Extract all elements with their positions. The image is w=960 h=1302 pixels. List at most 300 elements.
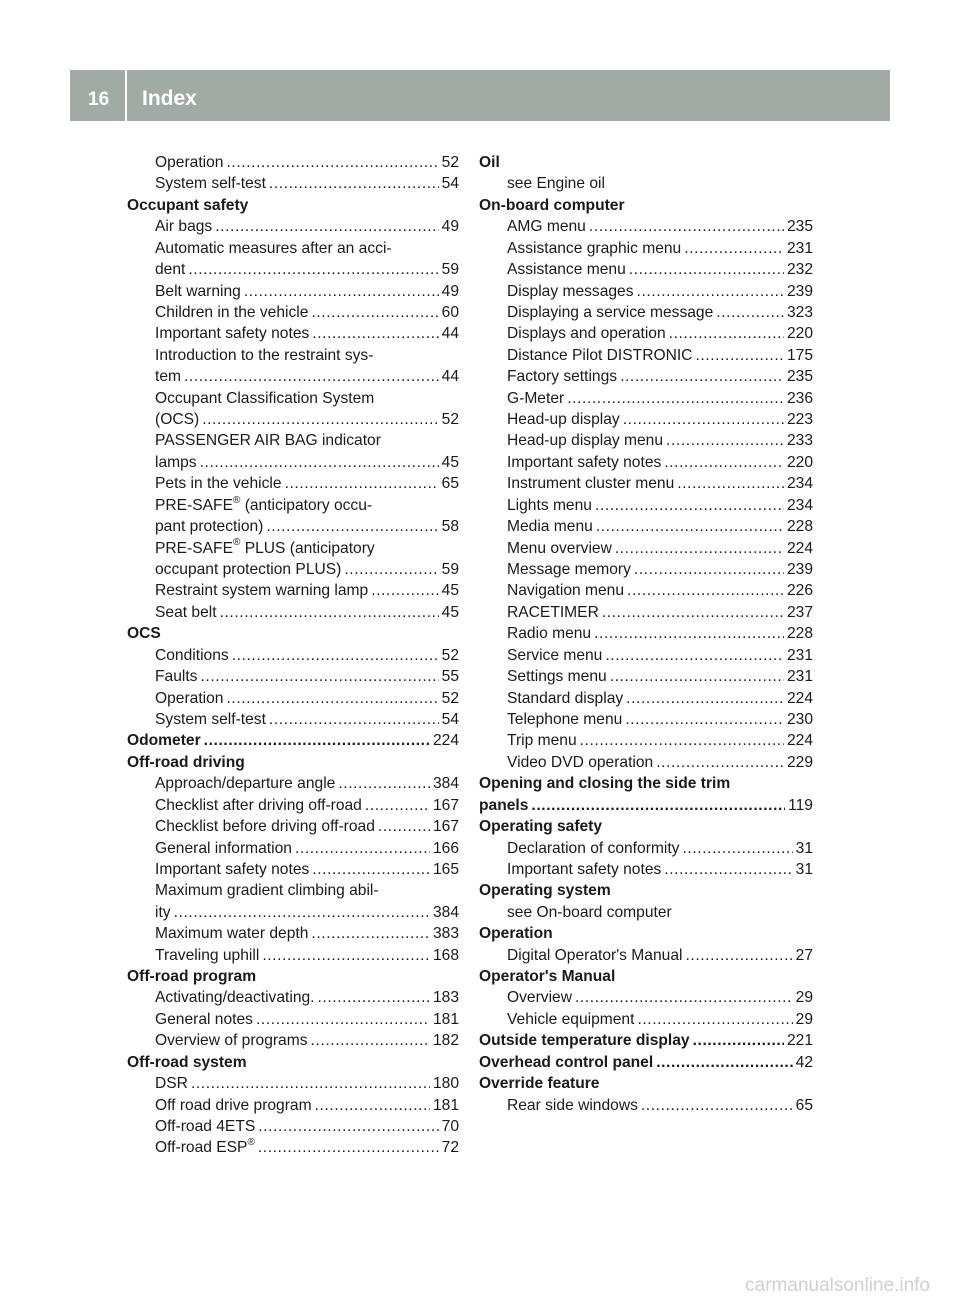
dot-leader — [244, 281, 439, 302]
entry-label-text: Outside temperature display — [479, 1032, 690, 1050]
page-ref: 183 — [432, 989, 459, 1007]
index-entry — [473, 1009, 813, 1030]
entry-label — [507, 473, 674, 494]
page-ref: 44 — [441, 368, 459, 386]
index-text-line — [473, 902, 813, 923]
index-entry — [121, 323, 459, 344]
dot-leader — [627, 580, 784, 601]
entry-label — [507, 238, 681, 259]
page-ref: 182 — [432, 1032, 459, 1050]
index-entry — [473, 409, 813, 430]
index-heading: On-board computer — [479, 196, 625, 214]
index-entry — [473, 302, 813, 323]
index-entry — [121, 945, 459, 966]
dot-leader — [215, 216, 438, 237]
index-entry — [473, 859, 813, 880]
entry-label — [155, 773, 335, 794]
index-entry — [121, 216, 459, 237]
page-ref: 239 — [786, 561, 813, 579]
index-entry — [121, 259, 459, 280]
index-text-line — [473, 173, 813, 194]
dot-leader — [623, 409, 784, 430]
index-text-cont: PLUS (anticipatory — [240, 539, 375, 557]
page-ref: 45 — [441, 603, 459, 621]
dot-leader — [595, 495, 784, 516]
dot-leader — [312, 859, 430, 880]
index-entry — [121, 730, 459, 751]
entry-label — [507, 580, 624, 601]
page-ref: 383 — [432, 925, 459, 943]
dot-leader — [531, 795, 785, 816]
page-ref: 167 — [432, 818, 459, 836]
entry-label-text: General information — [155, 839, 292, 857]
index-entry — [473, 945, 813, 966]
page-ref: 45 — [441, 453, 459, 471]
entry-label — [507, 216, 586, 237]
index-entry — [473, 730, 813, 751]
dot-leader — [202, 409, 438, 430]
dot-leader — [269, 173, 439, 194]
index-entry — [473, 666, 813, 687]
entry-label — [155, 709, 266, 730]
page-ref: 228 — [786, 518, 813, 536]
dot-leader — [629, 259, 784, 280]
page-ref: 167 — [432, 796, 459, 814]
page-ref: 52 — [441, 411, 459, 429]
entry-label-text: Service menu — [507, 646, 603, 664]
page-ref: 231 — [786, 239, 813, 257]
entry-label-text: Navigation menu — [507, 582, 625, 600]
entry-label — [155, 602, 217, 623]
index-entry — [473, 430, 813, 451]
index-entry — [473, 602, 813, 623]
dot-leader — [204, 730, 430, 751]
page-ref: 224 — [786, 689, 813, 707]
page-ref: 175 — [786, 346, 813, 364]
page-ref: 221 — [786, 1032, 813, 1050]
entry-label-text: Off road drive program — [155, 1096, 312, 1114]
index-entry — [473, 580, 813, 601]
dot-leader — [602, 602, 784, 623]
index-text-cont: (anticipatory occu- — [240, 496, 373, 514]
index-heading: Opening and closing the side trim — [479, 775, 731, 793]
entry-label — [507, 645, 602, 666]
entry-label — [155, 152, 223, 173]
dot-leader — [371, 580, 438, 601]
index-entry — [473, 452, 813, 473]
page-ref: 234 — [786, 496, 813, 514]
index-entry — [121, 709, 459, 730]
index-entry — [121, 559, 459, 580]
page-ref: 65 — [441, 475, 459, 493]
index-entry — [121, 1030, 459, 1051]
entry-label — [507, 987, 572, 1008]
dot-leader — [311, 302, 438, 323]
page-ref: 168 — [432, 946, 459, 964]
page-ref: 165 — [432, 860, 459, 878]
entry-label — [155, 1073, 188, 1094]
page-ref: 72 — [441, 1139, 459, 1157]
dot-leader — [610, 666, 784, 687]
dot-leader — [318, 987, 430, 1008]
entry-label — [155, 1009, 253, 1030]
page-ref: 42 — [795, 1053, 813, 1071]
entry-label-text: Head-up display menu — [507, 432, 664, 450]
entry-label-text: Air bags — [155, 218, 213, 236]
page-ref: 231 — [786, 668, 813, 686]
page-ref: 232 — [786, 261, 813, 279]
entry-label — [507, 516, 593, 537]
page-ref: 384 — [432, 903, 459, 921]
index-text: Automatic measures after an acci- — [155, 239, 392, 257]
entry-label-text: Displaying a service message — [507, 303, 714, 321]
page-ref: 54 — [441, 710, 459, 728]
index-entry — [121, 902, 459, 923]
dot-leader — [315, 1095, 430, 1116]
dot-leader — [716, 302, 784, 323]
dot-leader — [266, 516, 438, 537]
index-entry — [121, 987, 459, 1008]
page-ref: 237 — [786, 603, 813, 621]
dot-leader — [664, 452, 784, 473]
entry-label — [507, 859, 661, 880]
index-entry — [473, 1095, 813, 1116]
entry-label — [155, 987, 315, 1008]
entry-label-text: DSR — [155, 1075, 188, 1093]
entry-label — [155, 816, 375, 837]
index-text-line — [121, 880, 459, 901]
entry-label-text: tem — [155, 368, 181, 386]
entry-label — [507, 602, 599, 623]
dot-leader — [258, 1137, 439, 1158]
dot-leader — [220, 602, 439, 623]
index-text-line — [121, 238, 459, 259]
dot-leader — [311, 1030, 430, 1051]
dot-leader — [232, 645, 439, 666]
entry-label-text: Distance Pilot DISTRONIC — [507, 346, 693, 364]
entry-label — [155, 838, 292, 859]
index-entry — [121, 281, 459, 302]
index-entry — [121, 795, 459, 816]
page-ref: 220 — [786, 453, 813, 471]
entry-label — [507, 730, 577, 751]
dot-leader — [269, 709, 439, 730]
header-divider — [125, 70, 127, 121]
index-heading: Operator's Manual — [479, 968, 616, 986]
dot-leader — [295, 838, 430, 859]
index-text: PASSENGER AIR BAG indicator — [155, 432, 381, 450]
page-ref: 220 — [786, 325, 813, 343]
dot-leader — [666, 430, 784, 451]
entry-label-text: Trip menu — [507, 732, 577, 750]
page-ref: 49 — [441, 218, 459, 236]
page-ref: 223 — [786, 411, 813, 429]
entry-label-text: Pets in the vehicle — [155, 475, 282, 493]
page-ref: 52 — [441, 646, 459, 664]
dot-leader — [191, 1073, 430, 1094]
index-text: Occupant Classification System — [155, 389, 375, 407]
page-ref: 52 — [441, 154, 459, 171]
entry-label-text: (OCS) — [155, 411, 200, 429]
index-entry — [473, 623, 813, 644]
dot-leader — [637, 1009, 792, 1030]
index-heading: Occupant safety — [127, 196, 249, 214]
entry-label — [127, 730, 201, 751]
watermark: carmanualsonline.info — [745, 1275, 930, 1296]
dot-leader — [226, 152, 438, 173]
index-entry — [121, 452, 459, 473]
entry-label — [507, 366, 617, 387]
dot-leader — [312, 323, 438, 344]
dot-leader — [285, 473, 439, 494]
index-entry — [121, 409, 459, 430]
entry-label — [155, 259, 185, 280]
entry-label-text: Video DVD operation — [507, 753, 654, 771]
page-ref: 236 — [786, 389, 813, 407]
page-ref: 181 — [432, 1010, 459, 1028]
page-ref: 29 — [795, 989, 813, 1007]
dot-leader — [664, 859, 792, 880]
entry-label-text: Digital Operator's Manual — [507, 946, 683, 964]
entry-label — [479, 1030, 690, 1051]
registered-mark: ® — [232, 537, 241, 549]
index-heading: Operation — [479, 925, 553, 943]
dot-leader — [344, 559, 438, 580]
index-entry — [121, 580, 459, 601]
dot-leader — [258, 1116, 438, 1137]
entry-label-text: Telephone menu — [507, 710, 623, 728]
index-text: PRE-SAFE — [155, 539, 233, 557]
entry-label — [155, 281, 241, 302]
index-entry — [121, 152, 459, 173]
page-ref: 384 — [432, 775, 459, 793]
index-entry — [473, 281, 813, 302]
dot-leader — [580, 730, 784, 751]
page-ref: 49 — [441, 282, 459, 300]
entry-label-text: Off-road 4ETS — [155, 1117, 256, 1135]
entry-label — [155, 666, 197, 687]
entry-label-text: Children in the vehicle — [155, 303, 309, 321]
index-heading: Operating system — [479, 882, 611, 900]
dot-leader — [656, 1052, 792, 1073]
dot-leader — [188, 259, 438, 280]
entry-label — [507, 281, 634, 302]
entry-label — [507, 559, 631, 580]
entry-label-text: Overview of programs — [155, 1032, 308, 1050]
entry-label-text: Vehicle equipment — [507, 1010, 635, 1028]
index-entry — [121, 816, 459, 837]
dot-leader — [589, 216, 784, 237]
entry-label — [155, 580, 368, 601]
index-entry — [473, 345, 813, 366]
entry-label-text: Declaration of conformity — [507, 839, 680, 857]
entry-label — [507, 666, 607, 687]
dot-leader — [605, 645, 784, 666]
entry-label-text: G-Meter — [507, 389, 565, 407]
page-ref: 70 — [441, 1117, 459, 1135]
page-ref: 31 — [795, 839, 813, 857]
entry-label-text: Activating/deactivating. — [155, 989, 315, 1007]
index-entry — [121, 859, 459, 880]
entry-label — [507, 302, 713, 323]
registered-mark: ® — [232, 494, 241, 506]
index-entry — [473, 238, 813, 259]
dot-leader — [677, 473, 784, 494]
entry-label — [507, 495, 592, 516]
entry-label — [507, 709, 622, 730]
index-heading: Oil — [479, 154, 500, 171]
entry-label-text: System self-test — [155, 710, 266, 728]
entry-label — [507, 688, 623, 709]
index-text-line — [121, 538, 459, 559]
index-entry — [473, 1052, 813, 1073]
page-ref: 233 — [786, 432, 813, 450]
dot-leader — [311, 923, 430, 944]
entry-label — [507, 452, 661, 473]
entry-label — [507, 388, 564, 409]
entry-label — [507, 623, 591, 644]
dot-leader — [693, 1030, 784, 1051]
entry-label-text: panels — [479, 796, 529, 814]
entry-label-text: Message memory — [507, 561, 631, 579]
index-text-line — [121, 388, 459, 409]
entry-label — [155, 945, 259, 966]
index-text-line — [121, 495, 459, 516]
index-entry — [473, 709, 813, 730]
entry-label-text: Standard display — [507, 689, 624, 707]
dot-leader — [637, 281, 784, 302]
page-ref: 166 — [432, 839, 459, 857]
dot-leader — [200, 666, 438, 687]
page-ref: 45 — [441, 582, 459, 600]
page-ref: 239 — [786, 282, 813, 300]
index-entry — [473, 473, 813, 494]
index-entry — [473, 516, 813, 537]
entry-label-text: Restraint system warning lamp — [155, 582, 369, 600]
dot-leader — [620, 366, 784, 387]
dot-leader — [596, 516, 784, 537]
entry-label — [155, 859, 309, 880]
entry-label — [155, 516, 263, 537]
index-entry — [473, 645, 813, 666]
page-number: 16 — [88, 89, 110, 110]
entry-label — [155, 923, 308, 944]
index-entry — [121, 516, 459, 537]
index-text-line — [121, 430, 459, 451]
entry-label — [155, 688, 223, 709]
entry-label — [155, 795, 362, 816]
dot-leader — [685, 945, 792, 966]
dot-leader — [641, 1095, 793, 1116]
page-ref: 229 — [786, 753, 813, 771]
entry-label — [507, 838, 679, 859]
entry-label-text: Odometer — [127, 732, 201, 750]
entry-label-text: Menu overview — [507, 539, 612, 557]
entry-label-text: Traveling uphill — [155, 946, 260, 964]
entry-label — [507, 1095, 638, 1116]
index-entry — [121, 645, 459, 666]
index-entry — [473, 795, 813, 816]
entry-label-text: Maximum water depth — [155, 925, 309, 943]
dot-leader — [669, 323, 784, 344]
index-entry — [473, 838, 813, 859]
index-entry — [121, 923, 459, 944]
entry-label — [507, 430, 663, 451]
entry-label — [155, 902, 171, 923]
entry-label — [155, 1116, 255, 1137]
index-entry — [121, 366, 459, 387]
index-entry — [121, 1137, 459, 1158]
dot-leader — [365, 795, 430, 816]
dot-leader — [682, 838, 792, 859]
page-ref: 59 — [441, 261, 459, 279]
entry-label-text: Overhead control panel — [479, 1053, 654, 1071]
entry-label — [155, 323, 309, 344]
index-entry — [473, 495, 813, 516]
dot-leader — [262, 945, 430, 966]
entry-label-text: ity — [155, 903, 171, 921]
entry-label-text: Overview — [507, 989, 572, 1007]
dot-leader — [174, 902, 430, 923]
page-ref: 65 — [795, 1096, 813, 1114]
entry-label — [155, 473, 282, 494]
dot-leader — [695, 345, 784, 366]
entry-label-text: Displays and operation — [507, 325, 666, 343]
entry-label-text: Display messages — [507, 282, 634, 300]
page-ref: 58 — [441, 518, 459, 536]
page-title: Index — [142, 87, 197, 110]
entry-label-text: Head-up display — [507, 411, 620, 429]
page-ref: 119 — [788, 796, 813, 814]
entry-label — [155, 216, 212, 237]
entry-label — [155, 1030, 308, 1051]
entry-label-text: AMG menu — [507, 218, 586, 236]
entry-label-text: Settings menu — [507, 668, 607, 686]
entry-label-text: Conditions — [155, 646, 229, 664]
entry-label-text: Lights menu — [507, 496, 592, 514]
index-entry — [473, 538, 813, 559]
page-ref: 323 — [786, 303, 813, 321]
dot-leader — [226, 688, 438, 709]
entry-label — [507, 752, 653, 773]
dot-leader — [656, 752, 784, 773]
index-heading: OCS — [127, 625, 161, 643]
dot-leader — [378, 816, 430, 837]
entry-label-text: Assistance graphic menu — [507, 239, 682, 257]
index-column-right — [473, 152, 813, 1116]
dot-leader — [256, 1009, 430, 1030]
entry-label-text: System self-test — [155, 175, 266, 193]
entry-label-text: Checklist before driving off-road — [155, 818, 375, 836]
index-heading: Override feature — [479, 1075, 600, 1093]
index-entry — [473, 216, 813, 237]
index-entry — [121, 666, 459, 687]
index-heading: Operating safety — [479, 818, 603, 836]
entry-label — [507, 945, 682, 966]
entry-label-text: Operation — [155, 154, 224, 171]
index-entry — [121, 1073, 459, 1094]
entry-label — [507, 1009, 634, 1030]
index-text: see Engine oil — [507, 175, 605, 193]
index-entry — [473, 559, 813, 580]
entry-label — [479, 1052, 653, 1073]
index-heading: Off-road system — [127, 1053, 247, 1071]
entry-label-text: Important safety notes — [155, 325, 310, 343]
index-heading: Off-road driving — [127, 753, 245, 771]
registered-mark: ® — [247, 1137, 255, 1149]
page-ref: 224 — [786, 732, 813, 750]
index-entry — [121, 1095, 459, 1116]
